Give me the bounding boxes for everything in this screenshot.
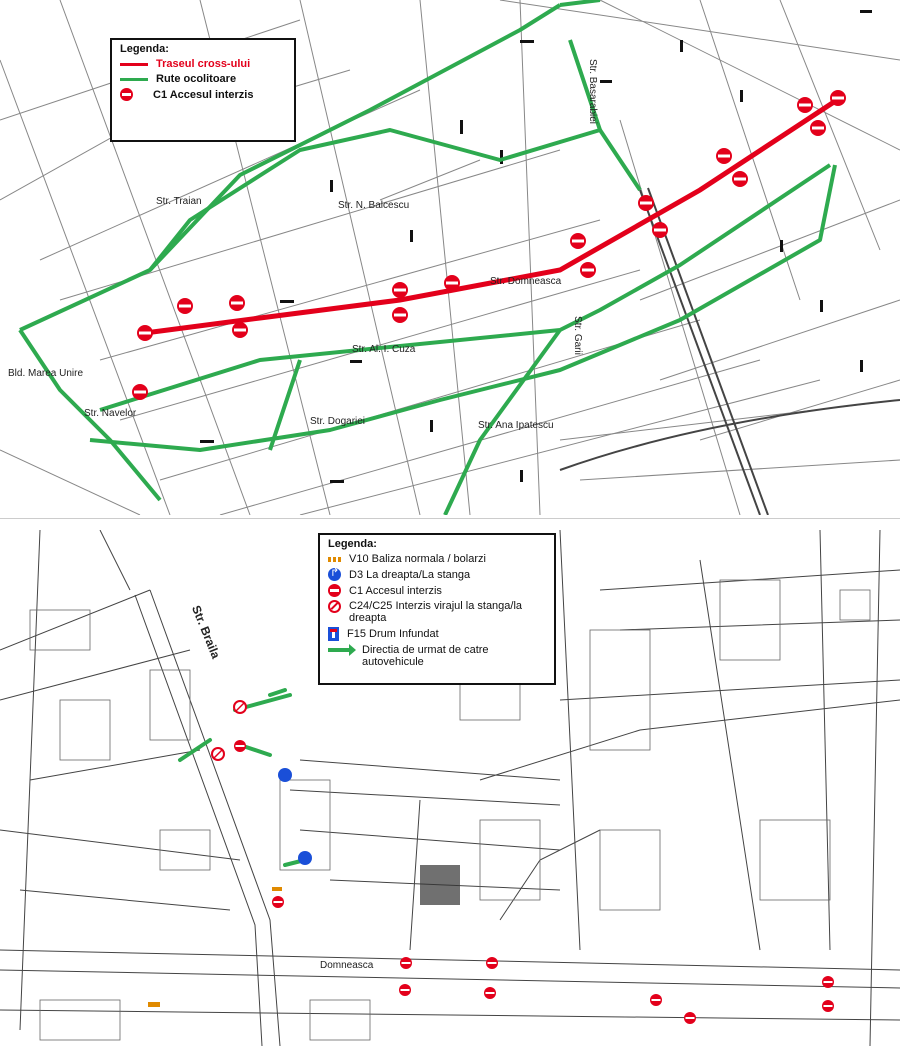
dead-end-icon — [328, 627, 339, 641]
legend-row-deadend: F15 Drum Infundat — [328, 627, 546, 641]
direction-signs — [278, 768, 312, 865]
street-label-garii: Str. Garii — [571, 316, 583, 355]
legend-title: Legenda: — [120, 43, 169, 55]
street-label-navelor: Str. Navelor — [84, 408, 137, 419]
street-label-unirii: Bld. Marea Unire — [8, 368, 84, 379]
no-entry-icon — [328, 584, 341, 597]
street-label-cuza: Str. Al. I. Cuza — [352, 344, 416, 355]
legend-row-detour: Rute ocolitoare — [120, 73, 286, 85]
legend-row-direction: ↱ D3 La dreapta/La stanga — [328, 568, 546, 581]
street-label-domneasca: Str. Domneasca — [490, 276, 562, 287]
railway — [560, 188, 900, 515]
direction-icon — [328, 568, 341, 581]
street-label-basarabiei: Str. Basarabiei — [587, 58, 599, 125]
top-legend — [110, 38, 296, 142]
street-label-traian: Str. Traian — [156, 196, 202, 207]
legend-row-arrow: Directia de urmat de catre autovehicule — [328, 644, 546, 668]
legend-row-baliza: V10 Baliza normala / bolarzi — [328, 553, 546, 565]
legend-title-bottom: Legenda: — [328, 538, 377, 550]
red-line-swatch — [120, 63, 148, 66]
legend-row-noentry-bottom: C1 Accesul interzis — [328, 584, 546, 597]
no-entry-signs-bottom — [234, 740, 834, 1024]
green-arrow-icon — [328, 648, 350, 652]
no-turn-icon — [328, 600, 341, 613]
street-label-balcescu: Str. N. Balcescu — [338, 200, 410, 211]
street-label-ipatescu: Str. Ana Ipatescu — [478, 420, 554, 431]
map-separator — [0, 518, 900, 519]
no-entry-icon — [120, 88, 133, 101]
baliza-markers — [148, 887, 282, 1007]
street-label-domneasca-bottom: Domneasca — [320, 960, 374, 971]
street-label-braila: Str. Braila — [189, 603, 224, 661]
green-line-swatch — [120, 78, 148, 81]
hatched-area — [420, 865, 460, 905]
legend-row-noentry: C1 Accesul interzis — [120, 88, 286, 101]
legend-row-noturn: C24/C25 Interzis virajul la stanga/la dreapta — [328, 600, 546, 624]
bottom-legend — [318, 533, 556, 685]
legend-row-route: Traseul cross-ului — [120, 58, 286, 70]
baliza-icon — [328, 557, 341, 562]
street-label-dogariei: Str. Dogariei — [310, 416, 366, 427]
